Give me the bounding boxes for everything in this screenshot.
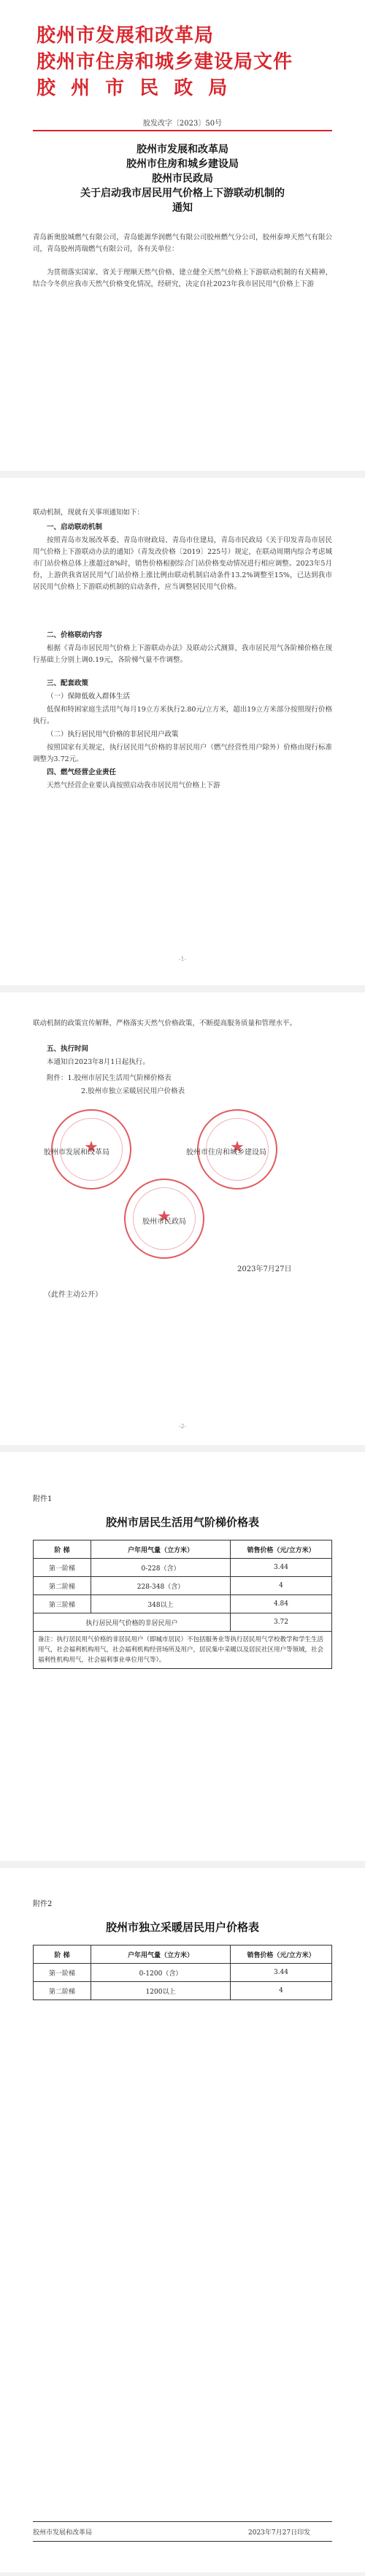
table-cell: 0-228（含）: [91, 1559, 231, 1577]
page-number: -1-: [178, 956, 187, 963]
section-3a-heading: （一）保障低收入群体生活: [47, 693, 131, 701]
section-4-heading: 四、燃气经营企业责任: [47, 768, 117, 776]
table-cell: 348以上: [91, 1595, 231, 1613]
table-header-row: [34, 1946, 332, 1964]
table-row: [34, 1613, 332, 1632]
table-row: [34, 1964, 332, 1982]
header-org-2-text: 胶州市住房和城乡建设局: [36, 51, 254, 73]
seal-3-name: 胶州市民政局: [142, 1218, 186, 1226]
table-row: [34, 1559, 332, 1577]
table-header: 销售价格（元/立方米）: [231, 1946, 332, 1964]
header-org-2-suffix: 文件: [253, 51, 293, 73]
seal-1-name: 胶州市发展和改革局: [44, 1149, 110, 1157]
table-header: 阶 梯: [34, 1946, 91, 1964]
page-annex-2: [0, 1868, 365, 2572]
header-org-2: [36, 47, 293, 74]
table-header: 销售价格（元/立方米）: [231, 1540, 332, 1559]
page-3: [0, 992, 365, 1445]
table-row: [34, 1982, 332, 2000]
header-org-3: 胶 州 市 民 政 局: [36, 77, 232, 99]
title-line-4: 关于启动我市居民用气价格上下游联动机制的: [80, 188, 285, 199]
title-line-5: 通知: [172, 202, 193, 214]
page-1: [0, 0, 365, 471]
section-5-text: 本通知自2023年8月1日起执行。: [47, 1058, 150, 1066]
annex-2-title: 胶州市独立采暖居民用户价格表: [105, 1921, 259, 1934]
table-cell: 执行居民用气价格的非居民用户: [34, 1613, 231, 1632]
table-row: [34, 1595, 332, 1613]
page-number: -2-: [178, 1423, 187, 1430]
table-cell: 0-1200（含）: [91, 1964, 231, 1982]
attachment-1: 附件：1.胶州市居民生活用气阶梯价格表: [47, 1074, 172, 1082]
table-cell: 第一阶梯: [34, 1559, 91, 1577]
table-cell: 4: [231, 1577, 332, 1595]
page2-continuation: 联动机制，现就有关事项通知如下：: [33, 509, 145, 517]
price-table-2: [33, 1945, 332, 2000]
section-4-text: 天然气经营企业要认真按照启动我市居民用气价格上下游: [47, 782, 220, 790]
page-2: [0, 478, 365, 985]
table-cell: 3.44: [231, 1559, 332, 1577]
table-header: 户年用气量（立方米）: [91, 1540, 231, 1559]
table-cell: 第三阶梯: [34, 1595, 91, 1613]
table-header: 户年用气量（立方米）: [91, 1946, 231, 1964]
title-line-1: 胶州市发展和改革局: [137, 144, 228, 155]
table-cell: 第二阶梯: [34, 1577, 91, 1595]
table-note: 备注：执行居民用气价格的非居民用户（即城市居民）不包括服务业等执行居民用气学校教学和学生生活用气，社会福利机构用气，社会福利机构经营场所及用户，居民集中采暖以及居民社区用户等领域，社会福利性机构用气，社会福利事业单位用气等）。: [34, 1632, 332, 1669]
section-1-heading: 一、启动联动机制: [47, 523, 103, 531]
footer-issuer: 胶州市发展和改革局: [33, 2529, 93, 2537]
section-3b-heading: （二）执行居民用气价格的非居民用户政策: [47, 730, 179, 739]
table-cell: 第二阶梯: [34, 1982, 91, 2000]
table-cell: 3.72: [231, 1613, 332, 1632]
table-cell: 228-348（含）: [91, 1577, 231, 1595]
title-line-3: 胶州市民政局: [152, 173, 213, 185]
footer-divider: [33, 2521, 332, 2522]
table-cell: 第一阶梯: [34, 1964, 91, 1982]
seal-2-name: 胶州市住房和城乡建设局: [186, 1149, 266, 1157]
header-divider: [33, 130, 332, 131]
table-row: [34, 1577, 332, 1595]
price-table-1: [33, 1540, 332, 1669]
table-cell: 4.84: [231, 1595, 332, 1613]
doc-number: 胶发改字〔2023〕50号: [142, 120, 223, 128]
title-line-2: 胶州市住房和城乡建设局: [126, 158, 239, 170]
table-header-row: [34, 1540, 332, 1559]
footer-divider: [33, 2541, 332, 2542]
intro-paragraph: 为贯彻落实国家、省关于理顺天然气价格、建立健全天然气价格上下游联动机制的有关精神，结合今冬供应我市天然气价格变化情况，经研究，决定自社2023年我市居民用气价格上下游: [33, 269, 332, 288]
section-2-text: 根据《青岛市居民用气价格上下游联动办法》及联动公式测算，我市居民用气各阶梯价格在现行基础上分别上调0.19元，各阶梯气量不作调整。: [33, 644, 332, 664]
section-2-heading: 二、价格联动内容: [47, 631, 103, 639]
table-cell: 3.44: [231, 1964, 332, 1982]
table-cell: 1200以上: [91, 1982, 231, 2000]
section-3-heading: 三、配套政策: [47, 679, 89, 687]
table-row: [34, 1632, 332, 1669]
annex-1-label: 附件1: [33, 1495, 53, 1503]
section-3a-text: 低保和特困家庭生活用气每月19立方米执行2.80元/立方米，超出19立方米部分按照现行价格执行。: [33, 706, 332, 725]
attachment-2: 2.胶州市独立采暖居民用户价格表: [81, 1087, 185, 1095]
section-5-heading: 五、执行时间: [47, 1045, 89, 1053]
table-cell: 4: [231, 1982, 332, 2000]
header-org-1: 胶州市发展和改革局: [36, 25, 215, 47]
recipients: 青岛新奥胶城燃气有限公司，青岛能源华润燃气有限公司胶州燃气分公司，胶州泰坤天然气有限公司，青岛胶州湾瑞燃气有限公司，各有关单位：: [33, 234, 332, 253]
public-notice: （此件主动公开）: [44, 1291, 102, 1299]
section-1-text: 按照青岛市发展改革委、青岛市财政局、青岛市住建局，青岛市民政局《关于印发青岛市居民用气价格上下游联动办法的通知》（青发改价格〔2019〕225号）规定，在联动周期内综合考虑城市门站价格总体上涨超过8%时，销售价格根据综合门站价格变动情况进行相应调整。2023年5月份，上游供我省居民用气门站价格上涨比例由联动机制启动条件13.2%调整至15%，已达到我市居民用气价格上下游联动机制的启动条件，应当调整居民用气价格。: [33, 536, 332, 591]
section-3b-text: 按照国家有关规定，执行居民用气价格的非居民用户（燃气经营性用户除外）价格由现行标准调整为3.72元。: [33, 744, 332, 763]
issue-date: 2023年7月27日: [237, 1265, 292, 1273]
annex-2-label: 附件2: [33, 1900, 53, 1908]
footer-date: 2023年7月27日印发: [248, 2529, 311, 2537]
annex-1-title: 胶州市居民生活用气阶梯价格表: [105, 1516, 259, 1529]
page-annex-1: [0, 1452, 365, 1861]
page3-text: 联动机制的政策宣传解释，严格落实天然气价格政策，不断提高服务质量和管理水平。: [33, 1019, 297, 1027]
table-header: 阶 梯: [34, 1540, 91, 1559]
